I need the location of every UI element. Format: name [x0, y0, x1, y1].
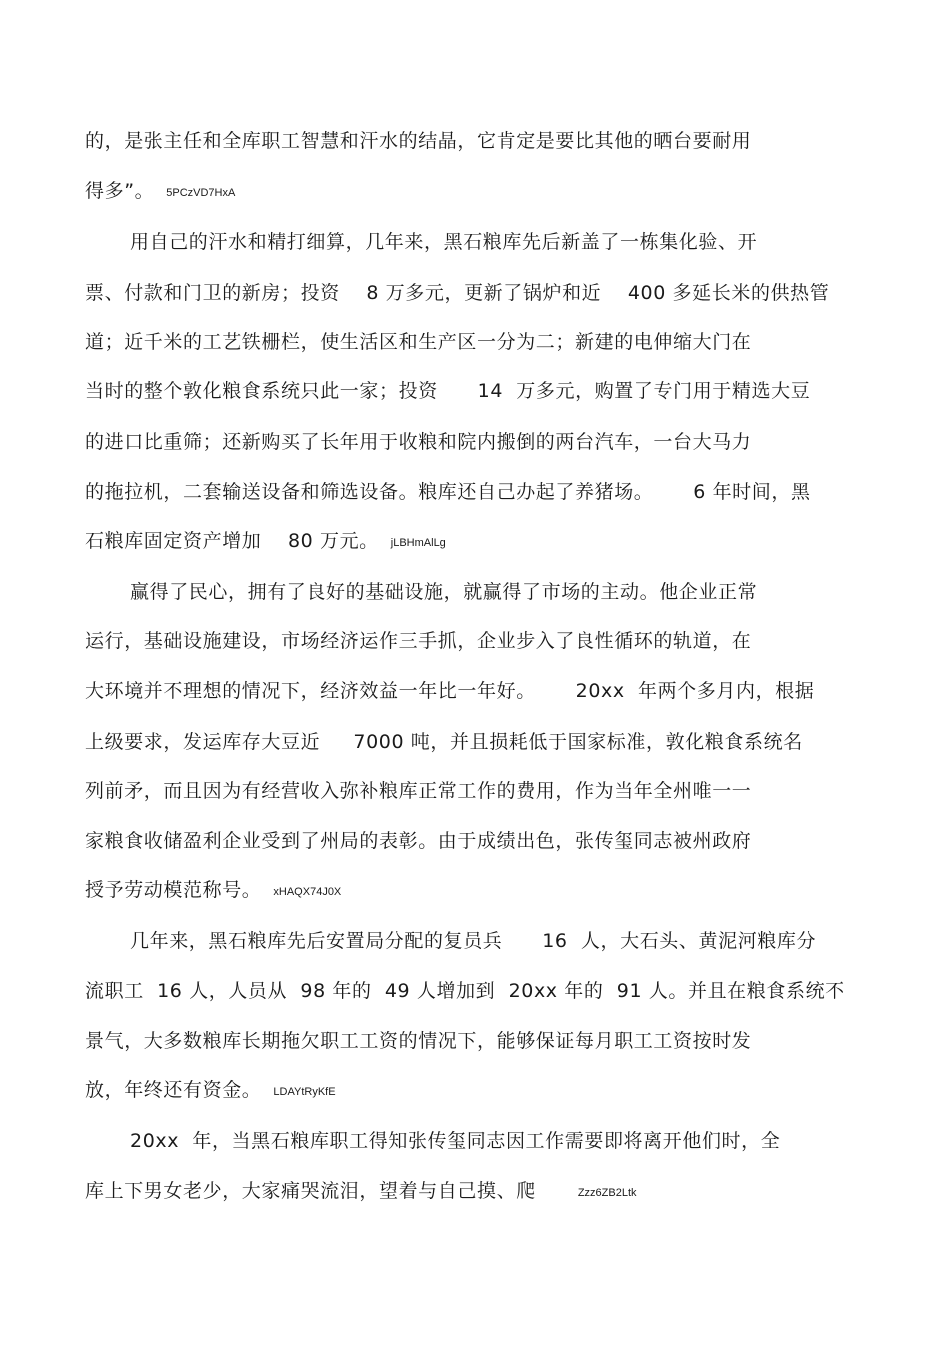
line-text: 列前矛，而且因为有经营收入弥补粮库正常工作的费用，作为当年全州唯一一: [85, 780, 752, 802]
text-line: [85, 179, 235, 205]
text-line: [85, 730, 803, 754]
line-text: 道；近千米的工艺铁栅栏，使生活区和生产区一分为二；新建的电伸缩大门在: [85, 331, 752, 353]
line-text: 运行，基础设施建设，市场经济运作三手抓，企业步入了良性循环的轨道，在: [85, 630, 752, 652]
line-text: 的进口比重筛；还新购买了长年用于收粮和院内搬倒的两台汽车，一台大马力: [85, 431, 752, 453]
text-line: [85, 330, 751, 354]
paragraph-first-line: [130, 580, 757, 604]
doc-code: xHAQX74J0X: [273, 886, 342, 898]
line-text: 授予劳动模范称号。: [85, 879, 262, 901]
text-line: [85, 979, 845, 1003]
paragraph-first-line: [130, 1129, 780, 1153]
text-line: [85, 1029, 751, 1053]
line-text: 的拖拉机，二套输送设备和筛选设备。粮库还自己办起了养猪场。 6 年时间，黑: [85, 481, 811, 503]
text-line: [85, 779, 751, 803]
doc-code: jLBHmAlLg: [390, 537, 446, 549]
doc-code: 5PCzVD7HxA: [166, 187, 236, 199]
line-text: 的，是张主任和全库职工智慧和汗水的结晶，它肯定是要比其他的晒台要耐用: [85, 130, 752, 152]
line-text: 家粮食收储盈利企业受到了州局的表彰。由于成绩出色，张传玺同志被州政府: [85, 830, 752, 852]
text-line: [85, 679, 814, 703]
line-text: 赢得了民心，拥有了良好的基础设施，就赢得了市场的主动。他企业正常: [130, 581, 758, 603]
doc-code: Zzz6ZB2Ltk: [577, 1187, 637, 1199]
line-text: 用自己的汗水和精打细算，几年来，黑石粮库先后新盖了一栋集化验、开: [130, 231, 758, 253]
paragraph-first-line: [130, 929, 816, 953]
text-line: [85, 281, 829, 305]
line-text: 库上下男女老少，大家痛哭流泪，望着与自己摸、爬: [85, 1180, 536, 1202]
text-line: [85, 1078, 336, 1104]
line-text: 景气，大多数粮库长期拖欠职工工资的情况下，能够保证每月职工工资按时发: [85, 1030, 752, 1052]
text-line: [85, 829, 751, 853]
line-text: 上级要求，发运库存大豆近 7000 吨，并且损耗低于国家标准，敦化粮食系统名: [85, 731, 803, 753]
text-line: [85, 878, 341, 904]
line-text: 几年来，黑石粮库先后安置局分配的复员兵 16 人，大石头、黄泥河粮库分: [130, 930, 817, 952]
text-line: [85, 480, 811, 504]
text-line: [85, 430, 751, 454]
text-line: [85, 529, 446, 555]
line-text: 得多”。: [85, 180, 155, 202]
line-text: 20xx 年，当黑石粮库职工得知张传玺同志因工作需要即将离开他们时，全: [130, 1130, 781, 1152]
text-line: [85, 1179, 637, 1205]
text-line: [85, 379, 810, 403]
line-text: 大环境并不理想的情况下，经济效益一年比一年好。 20xx 年两个多月内，根据: [85, 680, 815, 702]
line-text: 放，年终还有资金。: [85, 1079, 262, 1101]
line-text: 票、付款和门卫的新房；投资 8 万多元，更新了锅炉和近 400 多延长米的供热管: [85, 282, 830, 304]
text-line: [85, 129, 751, 153]
doc-code: LDAYtRyKfE: [273, 1086, 336, 1098]
line-text: 石粮库固定资产增加 80 万元。: [85, 530, 379, 552]
line-text: 流职工 16 人，人员从 98 年的 49 人增加到 20xx 年的 91 人。并且在粮食系统不: [85, 980, 845, 1002]
line-text: 当时的整个敦化粮食系统只此一家；投资 14 万多元，购置了专门用于精选大豆: [85, 380, 811, 402]
paragraph-first-line: [130, 230, 757, 254]
text-line: [85, 629, 751, 653]
